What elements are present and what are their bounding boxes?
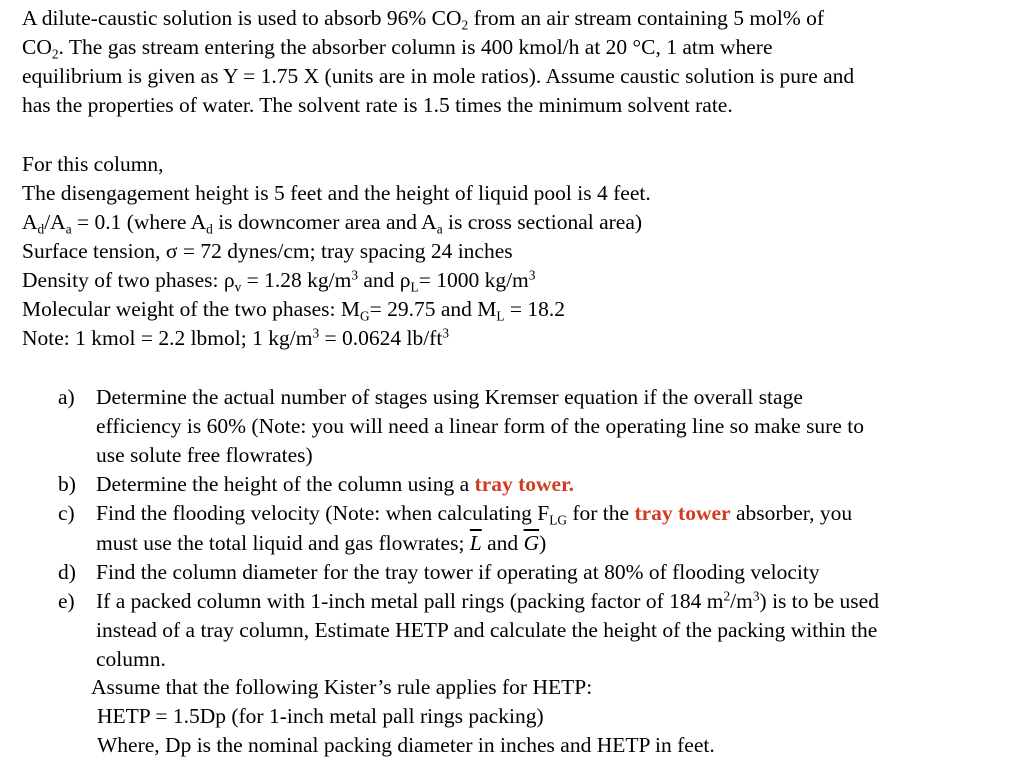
question-a-label: a) bbox=[58, 385, 75, 409]
disengagement-line: The disengagement height is 5 feet and the height of liquid pool is 4 feet. bbox=[22, 181, 651, 205]
intro-paragraph bbox=[22, 4, 1007, 120]
liquid-flow-symbol: $\overline{L}$ bbox=[469, 531, 482, 555]
intro-line-4: has the properties of water. The solvent rate is 1.5 times the minimum solvent rate. bbox=[22, 93, 733, 117]
question-e bbox=[58, 587, 1003, 674]
question-b bbox=[58, 470, 1003, 499]
question-c-text: Find the flooding velocity (Note: when calculating $F_{LG}$ for the tray tower absorber, you must use the total liquid and gas flowrates; $\overline{L}$ and $\overline{G}$) bbox=[96, 501, 853, 555]
gas-flow-symbol: $\overline{G}$ bbox=[523, 531, 540, 555]
question-c bbox=[58, 499, 1003, 559]
question-a-text: Determine the actual number of stages using Kremser equation if the overall stage efficiency is 60% (Note: you will need a linear form of the operating line so make sure to use solute free flowrates) bbox=[96, 385, 864, 467]
question-d-text: Find the column diameter for the tray tower if operating at 80% of flooding velocity bbox=[96, 560, 820, 584]
question-e-text: If a packed column with 1-inch metal pall rings (packing factor of 184 $m^2/m^3$) is to be used instead of a tray column, Estimate HETP and calculate the height of the packing within the column. bbox=[96, 588, 879, 671]
unit-note-line: Note: 1 kmol = 2.2 lbmol; 1 $kg/m^3 = 0.0624$ $lb/ft^3$ bbox=[22, 325, 449, 350]
question-b-text: Determine the height of the column using a tray tower. bbox=[96, 472, 575, 496]
question-b-label: b) bbox=[58, 472, 76, 496]
question-e-label: e) bbox=[58, 589, 75, 613]
tray-tower-emphasis: tray tower bbox=[634, 501, 731, 525]
intro-line-2: $CO_2$. The gas stream entering the absorber column is 400 kmol/h at 20 °C, 1 atm where bbox=[22, 35, 773, 62]
surface-tension-line: Surface tension, σ = 72 dynes/cm; tray spacing 24 inches bbox=[22, 239, 513, 263]
intro-line-1: A dilute-caustic solution is used to absorb 96% $CO_2$ from an air stream containing 5 mol% of bbox=[22, 6, 825, 33]
area-ratio-line: $A_d/A_a = 0.1$ (where $A_d$ is downcomer area and $A_a$ is cross sectional area) bbox=[22, 210, 643, 237]
kister-line-3: Where, Dp is the nominal packing diameter in inches and HETP in feet. bbox=[97, 733, 715, 757]
tray-tower-emphasis: tray tower. bbox=[474, 472, 575, 496]
intro-line-3: equilibrium is given as Y = 1.75 X (units are in mole ratios). Assume caustic solution is pure and bbox=[22, 64, 855, 88]
kister-line-1: Assume that the following Kister’s rule applies for HETP: bbox=[91, 675, 593, 699]
column-data bbox=[22, 150, 1007, 353]
column-heading: For this column, bbox=[22, 152, 164, 176]
question-a bbox=[58, 383, 1003, 470]
question-d bbox=[58, 558, 1003, 587]
kister-line-2: HETP = 1.5Dp (for 1-inch metal pall rings packing) bbox=[97, 704, 544, 728]
molecular-weight-line: Molecular weight of the two phases: $M_G= 29.75$ and $M_L = 18.2$ bbox=[22, 297, 566, 324]
density-line: Density of two phases: $\rho_v = 1.28$ $kg/m^3$ and $\rho_L= 1000$ $kg/m^3$ bbox=[22, 267, 536, 295]
question-c-label: c) bbox=[58, 501, 75, 525]
kister-rule bbox=[91, 673, 1011, 760]
question-d-label: d) bbox=[58, 560, 76, 584]
